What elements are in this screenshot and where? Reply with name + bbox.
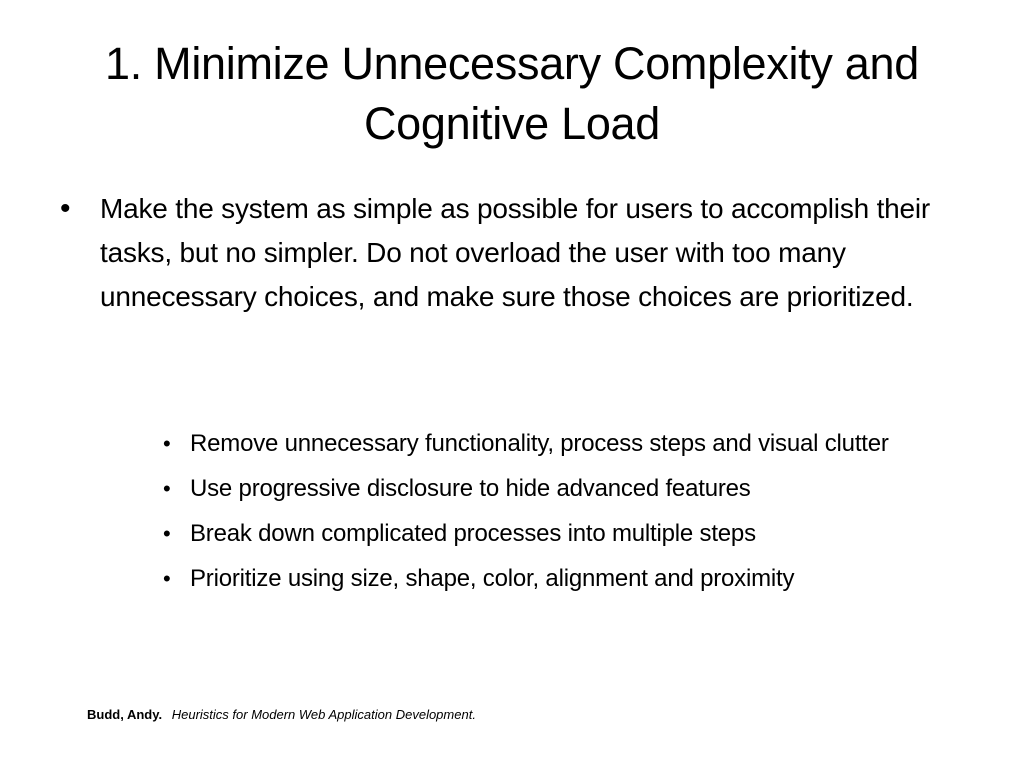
citation — [87, 706, 476, 724]
sub-bullet-item — [163, 471, 963, 507]
slide-title: 1. Minimize Unnecessary Complexity and Cognitive Load — [105, 38, 919, 149]
bullet-marker: • — [163, 566, 171, 591]
bullet-marker: • — [60, 192, 71, 225]
sub-bullet-list — [163, 426, 963, 606]
bullet-marker: • — [163, 431, 171, 456]
sub-bullet-text: Prioritize using size, shape, color, alignment and proximity — [190, 565, 795, 592]
citation-work: Heuristics for Modern Web Application Development. — [171, 707, 476, 722]
main-bullet-text: Make the system as simple as possible for users to accomplish their tasks, but no simpler. Do not overload the user with too many unnecessary choices, and make sure those choices are prioritized. — [100, 193, 931, 312]
sub-bullet-item — [163, 426, 963, 462]
sub-bullet-item — [163, 516, 963, 552]
bullet-marker: • — [163, 521, 171, 546]
sub-bullet-text: Break down complicated processes into multiple steps — [190, 520, 756, 547]
citation-author: Budd, Andy. — [87, 707, 163, 722]
sub-bullet-item — [163, 561, 963, 597]
sub-bullet-text: Remove unnecessary functionality, process steps and visual clutter — [190, 430, 889, 457]
sub-bullet-text: Use progressive disclosure to hide advanced features — [190, 475, 751, 502]
main-bullet — [60, 187, 960, 319]
bullet-marker: • — [163, 476, 171, 501]
